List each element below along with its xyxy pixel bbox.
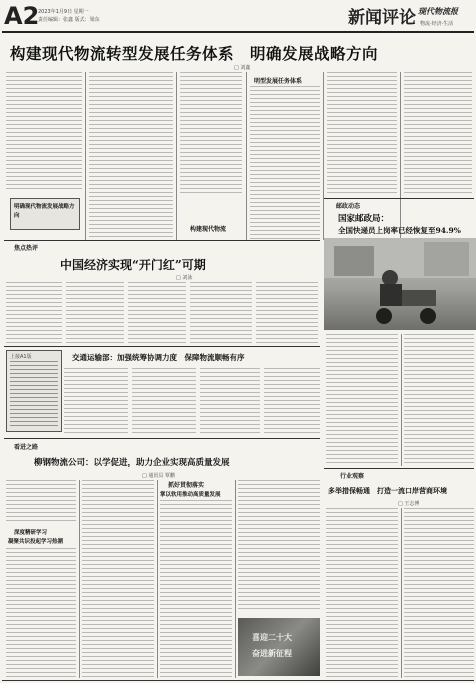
lead-headline: 构建现代物流转型发展任务体系 明确发展战略方向 xyxy=(10,44,379,63)
focus-tag: 焦点热评 xyxy=(14,245,39,252)
lead-note-title: 明确现代物流发展战略方向 xyxy=(14,204,75,219)
focus-byline: □ 刘泳 xyxy=(176,275,193,281)
focus-col-1 xyxy=(6,282,62,344)
industry-headline: 多举措保畅通 打造一流口岸营商环境 xyxy=(328,486,447,495)
liugang-col-2 xyxy=(82,480,154,678)
industry-byline: □ 王志博 xyxy=(398,501,420,507)
liugang-mid-title: 抓好贯彻落实 xyxy=(168,482,205,489)
liugang-col-4 xyxy=(238,480,320,612)
liugang-col-1b xyxy=(6,548,76,678)
liugang-col-3 xyxy=(160,500,232,678)
transport-col-4 xyxy=(264,368,320,436)
transport-col-3 xyxy=(200,368,260,436)
side-headline: 国家邮政局： xyxy=(338,214,390,224)
page-header xyxy=(0,0,476,36)
editor-line: 责任编辑：张鑫 版式：梁东 xyxy=(38,17,100,23)
courier-photo xyxy=(324,238,476,330)
banner-line-1: 喜迎二十大 xyxy=(252,632,292,642)
masthead-logo: 现代物流报 xyxy=(418,6,458,16)
section-title: 新闻评论 xyxy=(348,8,416,28)
lead-col-5 xyxy=(327,72,397,196)
lead-byline: □ 刘鑫 xyxy=(234,65,251,71)
liugang-headline: 柳钢物流公司：以学促进，助力企业实现高质量发展 xyxy=(34,458,230,468)
twentieth-congress-banner xyxy=(238,618,320,676)
focus-headline: 中国经济实现“开门红”可期 xyxy=(60,258,206,272)
liugang-byline: □ 通讯员 覃鹏 xyxy=(142,473,175,479)
industry-tag: 行业观察 xyxy=(340,473,365,480)
transport-box-tag: 上接A1版 xyxy=(10,354,32,360)
transport-headline: 交通运输部：加强统筹协调力度 保障物流顺畅有序 xyxy=(72,353,245,362)
lead-note-box xyxy=(10,198,80,230)
liugang-mid-subtitle: 掌以软用推动高质量发展 xyxy=(160,492,221,498)
date-line: 2023年1月9日 星期一 xyxy=(38,9,89,15)
liugang-tag: 看进之路 xyxy=(14,444,39,451)
focus-col-2 xyxy=(66,282,124,344)
lead-subhead-1: 明型发展任务体系 xyxy=(254,78,303,85)
side-col-1 xyxy=(326,334,398,466)
lead-col-4 xyxy=(250,86,320,240)
side-col-2 xyxy=(404,334,474,466)
lead-col-2 xyxy=(89,72,173,240)
focus-col-5 xyxy=(256,282,318,344)
liugang-side-title-2: 凝聚共识投起学习热潮 xyxy=(8,539,64,545)
page-number: A2 xyxy=(4,2,40,30)
header-rule xyxy=(2,31,474,33)
lead-col-1 xyxy=(6,72,82,192)
focus-col-3 xyxy=(128,282,186,344)
side-tag: 邮政动态 xyxy=(336,203,361,210)
transport-col-1 xyxy=(64,368,128,436)
focus-col-4 xyxy=(190,282,252,344)
masthead-subtitle: 物流·经济·生活 xyxy=(420,21,454,27)
transport-col-2 xyxy=(132,368,196,436)
industry-col-2 xyxy=(404,508,474,678)
industry-col-1 xyxy=(326,508,398,678)
lead-subhead-2: 构建现代物流 xyxy=(190,226,227,233)
lead-col-3 xyxy=(180,72,242,194)
transport-box xyxy=(6,350,62,432)
banner-line-2: 奋进新征程 xyxy=(252,648,292,658)
lead-col-6 xyxy=(404,72,472,196)
liugang-side-title-1: 深度精研学习 xyxy=(14,530,48,536)
side-subhead: 全国快递员上岗率已经恢复至94.9% xyxy=(338,226,461,235)
liugang-col-1 xyxy=(6,480,76,524)
